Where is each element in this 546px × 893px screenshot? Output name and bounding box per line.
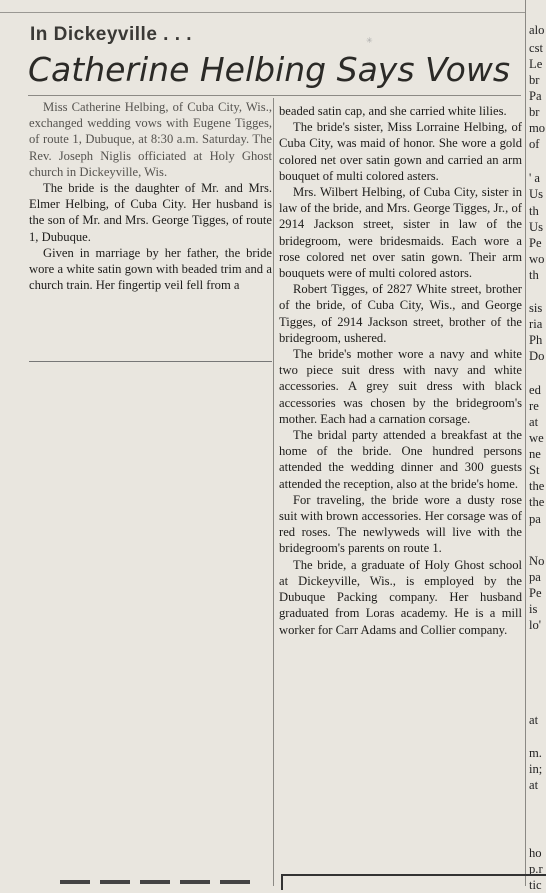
edge-fragment: lo' [529, 618, 542, 632]
paragraph: The bride, a graduate of Holy Ghost school at Dickeyville, Wis., is employed by the Dubuque Packing company. Her husband graduated from Loras academy. He is a mill worker for Carr Adams and Collier company. [279, 557, 522, 637]
edge-fragment: Us [529, 187, 543, 201]
edge-fragment: re [529, 399, 539, 413]
paragraph: Mrs. Wilbert Helbing, of Cuba City, sister in law of the bride, and Mrs. George Tigges, Jr., of 2914 Jackson street, sister in law of the bridegroom, were bridesmaids. Each wore a rose colored net over satin gown. Their arm bouquets were of multi colored astors. [279, 185, 522, 281]
print-speck: ✳ [366, 36, 373, 45]
edge-fragment: in; [529, 762, 543, 776]
edge-fragment: m. [529, 746, 542, 760]
edge-fragment: th [529, 268, 539, 282]
edge-fragment: the [529, 495, 545, 509]
paragraph: beaded satin cap, and she carried white lilies. [279, 104, 507, 118]
paragraph: Miss Catherine Helbing, of Cuba City, Wis., exchanged wedding vows with Eugene Tigges, of route 1, Dubuque, at 8:30 a.m. Saturday. The Rev. Joseph Niglis officiated at Holy Ghost church in Dickeyville, Wis. [29, 100, 272, 179]
edge-fragment: alo [529, 23, 545, 37]
paragraph: The bride's mother wore a navy and white two piece suit dress with navy and white accessories. A grey suit dress with black accessories was chosen by the bridegroom's mother. Each had a carnation corsage. [279, 347, 522, 426]
paragraph: The bridal party attended a breakfast at the home of the bride. One hundred persons attended the wedding dinner and 300 guests attended the reception, also at the bride's home. [279, 428, 522, 491]
edge-fragment: br [529, 73, 540, 87]
edge-fragment: wo [529, 252, 545, 266]
edge-fragment: sis [529, 301, 543, 315]
edge-fragment: th [529, 204, 539, 218]
edge-fragment: of [529, 137, 540, 151]
edge-fragment: ria [529, 317, 543, 331]
edge-fragment: p.r [529, 862, 543, 876]
edge-fragment: ne [529, 447, 541, 461]
edge-fragment: ' a [529, 171, 541, 185]
edge-fragment: at [529, 415, 539, 429]
edge-fragment: the [529, 479, 545, 493]
article-column-1 [29, 99, 272, 293]
column-end-rule [29, 361, 272, 362]
edge-fragment: St [529, 463, 540, 477]
edge-fragment: Ph [529, 333, 543, 347]
next-headline-fragment [60, 880, 250, 884]
edge-fragment: No [529, 554, 545, 568]
edge-fragment: is [529, 602, 538, 616]
paragraph: The bride is the daughter of Mr. and Mrs. Elmer Helbing, of Cuba City. Her husband is the son of Mr. and Mrs. George Tigges, of route 1, Dubuque. [29, 181, 272, 244]
top-rule [0, 12, 525, 13]
edge-fragment: Do [529, 349, 545, 363]
section-kicker: In Dickeyville . . . [30, 24, 193, 45]
edge-fragment: at [529, 778, 539, 792]
paragraph: Robert Tigges, of 2827 White street, brother of the bride, of Cuba City, Wis., and George Tigges, of 2914 Jackson street, brother of the bridegroom, ushered. [279, 282, 522, 345]
edge-fragment: at [529, 713, 539, 727]
edge-fragment: ed [529, 383, 541, 397]
edge-fragment: Le [529, 57, 543, 71]
edge-fragment: pa [529, 570, 541, 584]
headline: Catherine Helbing Says Vows [28, 50, 511, 89]
edge-fragment: br [529, 105, 540, 119]
edge-fragment: Us [529, 220, 543, 234]
column-divider [525, 0, 526, 886]
article-column-2 [279, 103, 522, 638]
edge-fragment: pa [529, 512, 541, 526]
edge-fragment: Pa [529, 89, 542, 103]
paragraph: Given in marriage by her father, the bride wore a white satin gown with beaded trim and a church train. Her fingertip veil fell from a [29, 245, 272, 293]
edge-fragment: ho [529, 846, 542, 860]
edge-fragment: mo [529, 121, 546, 135]
paragraph: For traveling, the bride wore a dusty rose suit with brown accessories. Her corsage was of red roses. The newlyweds will live with the bridegroom's parents on route 1. [279, 492, 522, 556]
edge-fragment: cst [529, 41, 543, 55]
edge-fragment: tic [529, 878, 542, 892]
edge-fragment: Pe [529, 586, 542, 600]
next-box-fragment [281, 874, 546, 890]
edge-fragment: Pe [529, 236, 542, 250]
edge-fragment: we [529, 431, 544, 445]
column-divider [273, 98, 274, 886]
paragraph: The bride's sister, Miss Lorraine Helbing, of Cuba City, was maid of honor. She wore a gold colored net over satin gown and carried an arm bouquet of multi colored asters. [279, 120, 522, 183]
headline-rule [28, 95, 521, 96]
